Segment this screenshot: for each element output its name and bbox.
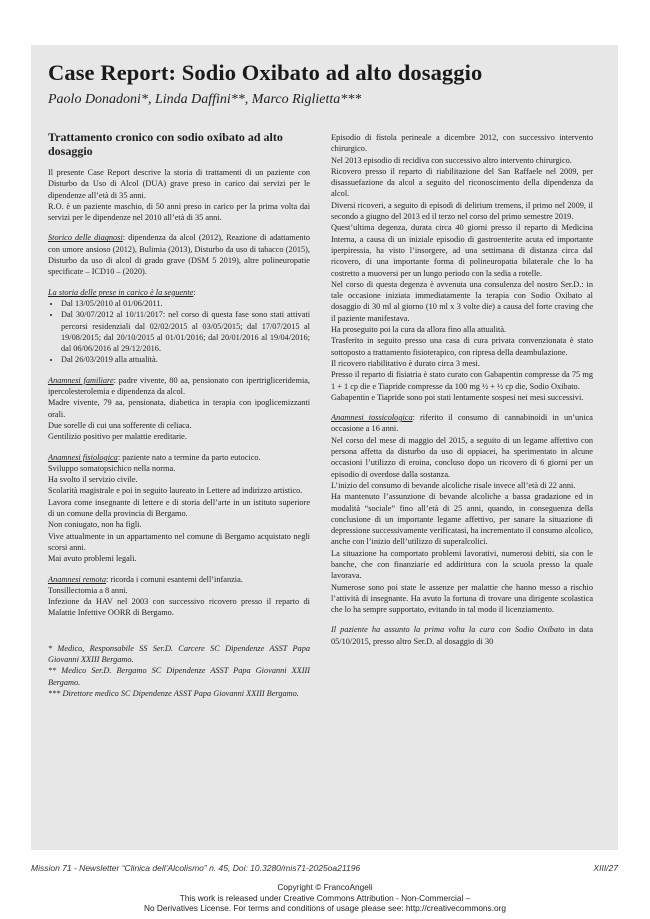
physiological-history-line: Ha svolto il servizio civile. xyxy=(48,475,138,485)
physiological-history-label: Anamnesi fisiologica xyxy=(48,452,118,462)
page-number: XIII/27 xyxy=(593,863,618,873)
paragraph: Nel corso del mese di maggio del 2015, a seguito di un legame affettivo con persona affetta da disturbo da uso di oppiacei, ha sperimentato in alcune occasioni l’utilizzo di eroina, concluso dopo un ricovero di 6 giorni per un episodio di overdose dalla sostanza. xyxy=(331,435,593,479)
list-item: • Dal 13/05/2010 al 01/06/2011. xyxy=(61,298,310,309)
license-line: No Derivatives License. For terms and conditions of usage please see: http://creativecommons.org xyxy=(143,903,506,913)
physiological-history-line: Scolarità magistrale e poi in seguito laureato in Lettere ad indirizzo artistico. xyxy=(48,486,303,496)
diagnosis-label: Storico delle diagnosi xyxy=(48,233,123,243)
emphasis-text: Il paziente ha assunto la prima volta la cura con Sodio Oxibato xyxy=(331,625,565,635)
paragraph: Episodio di fistola perineale a dicembre 2012, con successivo intervento chirurgico. xyxy=(331,133,593,154)
family-history-label: Anamnesi familiare xyxy=(48,375,114,385)
care-history-list xyxy=(48,298,310,366)
diagnosis-history xyxy=(48,232,310,277)
physiological-history-line: Lavora come insegnante di lettere e di storia dell’arte in un istituto superiore di un comune della provincia di Bergamo. xyxy=(48,497,310,519)
toxicological-history-label: Anamnesi tossicologica xyxy=(331,413,413,423)
paragraph: Presso il reparto di fisiatria è stato curato con Gabapentin compresse da 75 mg 1 + 1 cp die e Tiapride compresse da 100 mg ½ + ½ cp die, Sodio Oxibato. xyxy=(331,370,593,391)
article-title: Case Report: Sodio Oxibato ad alto dosaggio xyxy=(48,60,483,85)
physiological-history-line: Vive attualmente in un appartamento nel comune di Bergamo acquistato negli scorsi anni. xyxy=(48,531,310,552)
author-footnote: * Medico, Responsabile SS Ser.D. Carcere SC Dipendenze ASST Papa Giovanni XXIII Bergamo. xyxy=(48,643,310,664)
physiological-history: Anamnesi fisiologica: paziente nato a termine da parto eutocico. xyxy=(48,452,261,462)
family-history: Anamnesi familiare: padre vivente, 80 aa, pensionato con ipertrigliceridemia, ipercolesterolemia e dipendenza da alcol. xyxy=(48,375,311,397)
family-history-line: Due sorelle di cui una sofferente di celiaca. xyxy=(48,420,192,430)
author-footnote: *** Direttore medico SC Dipendenze ASST Papa Giovanni XXIII Bergamo. xyxy=(48,688,299,698)
paragraph: Numerose sono poi state le assenze per malattie che hanno messo a rischio l’attività di insegnante. Ha avuto la fortuna di trovare una dirigente scolastica che lo ha sempre supportato, evitando in tal modo il licenziamento. xyxy=(331,582,593,615)
physiological-history-line: Sviluppo somatopsichico nella norma. xyxy=(48,463,176,473)
section-heading: Trattamento cronico con sodio oxibato ad alto dosaggio xyxy=(48,130,283,158)
intro-paragraph: Il presente Case Report descrive la storia di trattamenti di un paziente con Disturbo da Uso di Alcol (DUA) grave preso in carico dai servizi per le dipendenze all’età di 35 anni. xyxy=(48,168,310,200)
physiological-history-line: Mai avuto problemi legali. xyxy=(48,554,137,564)
paragraph: La situazione ha comportato problemi lavorativi, numerosi debiti, sia con le banche, che con finanziarie ed addirittura con la scuola presso la quale lavorava. xyxy=(331,548,593,581)
list-item: • Dal 30/07/2012 al 10/11/2017: nel corso di questa fase sono stati attivati percorsi residenziali dal 02/02/2015 al 03/05/2015; dal 17/07/2015 al 19/08/2015; dal 20/10/2015 al 01/01/2016; dal 20/01/2016 al 19/04/2016; dal 06/06/2016 al 29/12/2016. xyxy=(61,309,310,354)
article-authors: Paolo Donadoni*, Linda Daffini**, Marco Riglietta*** xyxy=(48,92,362,107)
list-item: • Dal 26/03/2019 alla attualità. xyxy=(61,354,310,365)
copyright-line: Copyright © FrancoAngeli xyxy=(277,882,373,892)
right-column xyxy=(331,132,593,647)
paragraph: Quest’ultima degenza, durata circa 40 giorni presso il reparto di Medicina Interna, a causa di un iniziale episodio di gastroenterite acuta ed importante iperpiressia, ha visto l’insorgere, ad una settimana di distanza circa dal ricovero, di una importante forma di polineuropatia bilaterale che lo ha costretto a muoversi per un lungo periodo con la sedia a rotelle. xyxy=(331,223,593,278)
toxicological-history: Anamnesi tossicologica: riferito il consumo di cannabinoidi in un’unica occasione a 16 anni. xyxy=(331,413,593,434)
paragraph: L’inizio del consumo di bevande alcoliche risale invece all’età di 22 anni. xyxy=(331,480,576,490)
paragraph: Nel corso di questa degenza è avvenuta una consulenza del nostro Ser.D.: in tale occasione iniziata immediatamente la terapia con Sodio Oxibato al dosaggio di 30 ml al giorno (10 ml x 3 volte die) a causa del forte craving che il paziente manifestava. xyxy=(331,279,593,323)
care-history-intro: La storia delle prese in carico è la seguente: xyxy=(48,287,196,297)
paragraph: Il paziente ha assunto la prima volta la cura con Sodio Oxibato in data 05/10/2015, presso altro Ser.D. al dosaggio di 30 xyxy=(331,625,594,646)
physiological-history-line: Non coniugato, non ha figli. xyxy=(48,520,142,530)
paragraph: Ricovero presso il reparto di riabilitazione del San Raffaele nel 2009, per disassuefazione da alcol a seguito del riconoscimento della dipendenza da alcol. xyxy=(331,166,593,199)
paragraph: Gabapentin e Tiapride sono poi stati lentamente sospesi nei mesi successivi. xyxy=(331,392,584,402)
remote-history: Anamnesi remota: ricorda i comuni esantemi dell’infanzia. xyxy=(48,574,243,584)
diagnosis-text: : dipendenza da alcol (2012), Reazione di adattamento con umore ansioso (2012), Bulimia (2013), Disturbo da uso di tabacco (2015), Disturbo da uso di alcol di grado grave (DSM 5 2019), altre polineuropatie specificate – ICD10 – (2020). xyxy=(48,233,310,277)
paragraph: Il ricovero riabilitativo è durato circa 3 mesi. xyxy=(331,358,480,368)
author-footnote: ** Medico Ser.D. Bergamo SC Dipendenze ASST Papa Giovanni XXIII Bergamo. xyxy=(48,666,310,687)
paragraph: Trasferito in seguito presso una casa di cura privata convenzionata è stato sottoposto a trattamento fisioterapico, con ripresa della deambulazione. xyxy=(331,336,593,357)
license-line: This work is released under Creative Commons Attribution - Non-Commercial – xyxy=(179,892,471,903)
left-column xyxy=(48,130,310,699)
remote-history-label: Anamnesi remota xyxy=(48,574,106,584)
paragraph: Ha mantenuto l’assunzione di bevande alcoliche a bassa gradazione ed in modalità “sociale” fino all’età di 25 anni, quando, in conseguenza della conclusione di un importante legame affettivo, per sanare la situazione di depressione successivamente verificatasi, ha incrementato il consumo alcolico, anche con l’inizio dell’utilizzo di superalcolici. xyxy=(331,492,593,547)
family-history-line: Madre vivente, 79 aa, pensionata, diabetica in terapia con ipoglicemizzanti orali. xyxy=(48,398,310,419)
intro-paragraph: R.O. è un paziente maschio, di 50 anni preso in carico per la prima volta dai servizi per le dipendenze nel 2010 all’età di 35 anni. xyxy=(48,201,310,223)
care-history-label: La storia delle prese in carico è la seguente xyxy=(48,287,194,297)
remote-history-line: Tonsillectomia a 8 anni. xyxy=(48,585,128,595)
family-history-line: Gentilizio positivo per malattie ereditarie. xyxy=(48,432,187,442)
paragraph: Ha proseguito poi la cura da allora fino alla attualità. xyxy=(331,325,507,335)
paragraph: Nel 2013 episodio di recidiva con successivo altro intervento chirurgico. xyxy=(331,155,572,165)
journal-citation: Mission 71 - Newsletter “Clinica dell’Alcolismo” n. 45, Doi: 10.3280/mis71-2025oa21196 xyxy=(31,863,361,873)
remote-history-line: Infezione da HAV nel 2003 con successivo ricovero presso il reparto di Malattie Infettive OORR di Bergamo. xyxy=(48,597,310,618)
paragraph: Diversi ricoveri, a seguito di episodi di delirium tremens, il primo nel 2009, il secondo a giugno del 2013 ed il terzo nel corso del primo semestre 2019. xyxy=(331,200,593,222)
license-notice xyxy=(0,882,650,914)
